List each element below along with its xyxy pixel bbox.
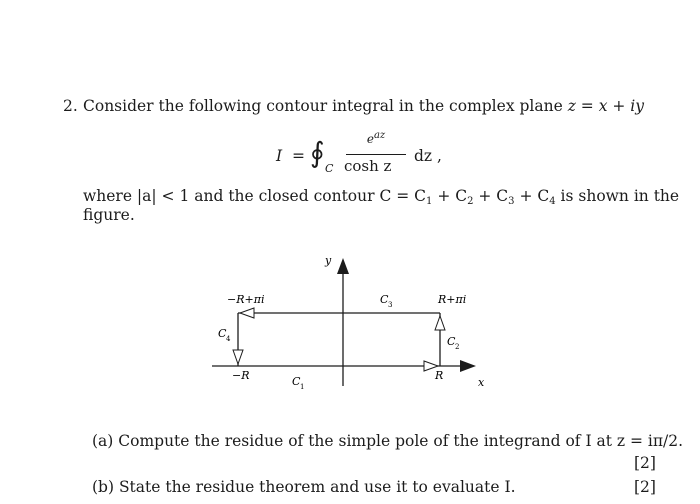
svg-text:C: C: [447, 335, 456, 348]
intro-text: Consider the following contour integral in the complex plane: [83, 97, 568, 115]
label-c2: [447, 335, 459, 351]
label-minus-r: −R: [232, 369, 250, 382]
label-r-plus-pi-i: R+πi: [438, 293, 467, 306]
contour-subscript: C: [325, 162, 334, 175]
label-c3: [380, 293, 392, 309]
part-a-text: (a) Compute the residue of the simple pole of the integrand of I at z = iπ/2.: [92, 432, 684, 450]
svg-text:2: 2: [455, 343, 460, 351]
label-c1: [292, 375, 304, 391]
svg-text:C: C: [218, 327, 227, 340]
x-axis-arrowhead: [460, 360, 476, 372]
svg-text:1: 1: [300, 383, 305, 391]
svg-text:C: C: [292, 375, 301, 388]
contour-sum-c2: + C2: [432, 187, 474, 207]
contour-sum-c4: + C4: [514, 187, 556, 207]
contour-sum-c3: + C3: [473, 187, 515, 207]
x-axis-label: x: [478, 376, 485, 389]
label-minus-r-plus-pi-i: −R+πi: [227, 293, 265, 306]
plane-expression: z = x + iy: [567, 97, 644, 115]
part-b-marks: [2]: [634, 478, 656, 496]
contour-description: where |a| < 1 and the closed contour C = C1 + C2 + C3 + C4 is shown in the: [83, 187, 680, 207]
svg-text:3: 3: [388, 301, 393, 309]
contour-integral-sign: ∮: [310, 136, 325, 169]
question-number: 2.: [63, 97, 78, 115]
contour-description-end: figure.: [83, 206, 135, 224]
integrand-numerator: $e^{az}$: [366, 130, 386, 146]
part-a-marks: [2]: [634, 454, 656, 472]
equals-sign: =: [292, 147, 305, 165]
differential: dz ,: [414, 147, 442, 165]
c2-direction-arrow: [435, 316, 445, 330]
y-axis-arrowhead: [337, 258, 349, 274]
y-axis-label: y: [325, 254, 332, 267]
integral-lhs: I: [276, 147, 283, 165]
svg-text:4: 4: [226, 335, 231, 343]
c4-direction-arrow: [233, 350, 243, 364]
integrand-denominator: cosh z: [344, 157, 392, 175]
label-r: R: [435, 369, 444, 382]
part-b-text: (b) State the residue theorem and use it to evaluate I.: [92, 478, 516, 496]
c3-direction-arrow: [240, 308, 254, 318]
svg-text:C: C: [380, 293, 389, 306]
label-c4: [218, 327, 231, 343]
